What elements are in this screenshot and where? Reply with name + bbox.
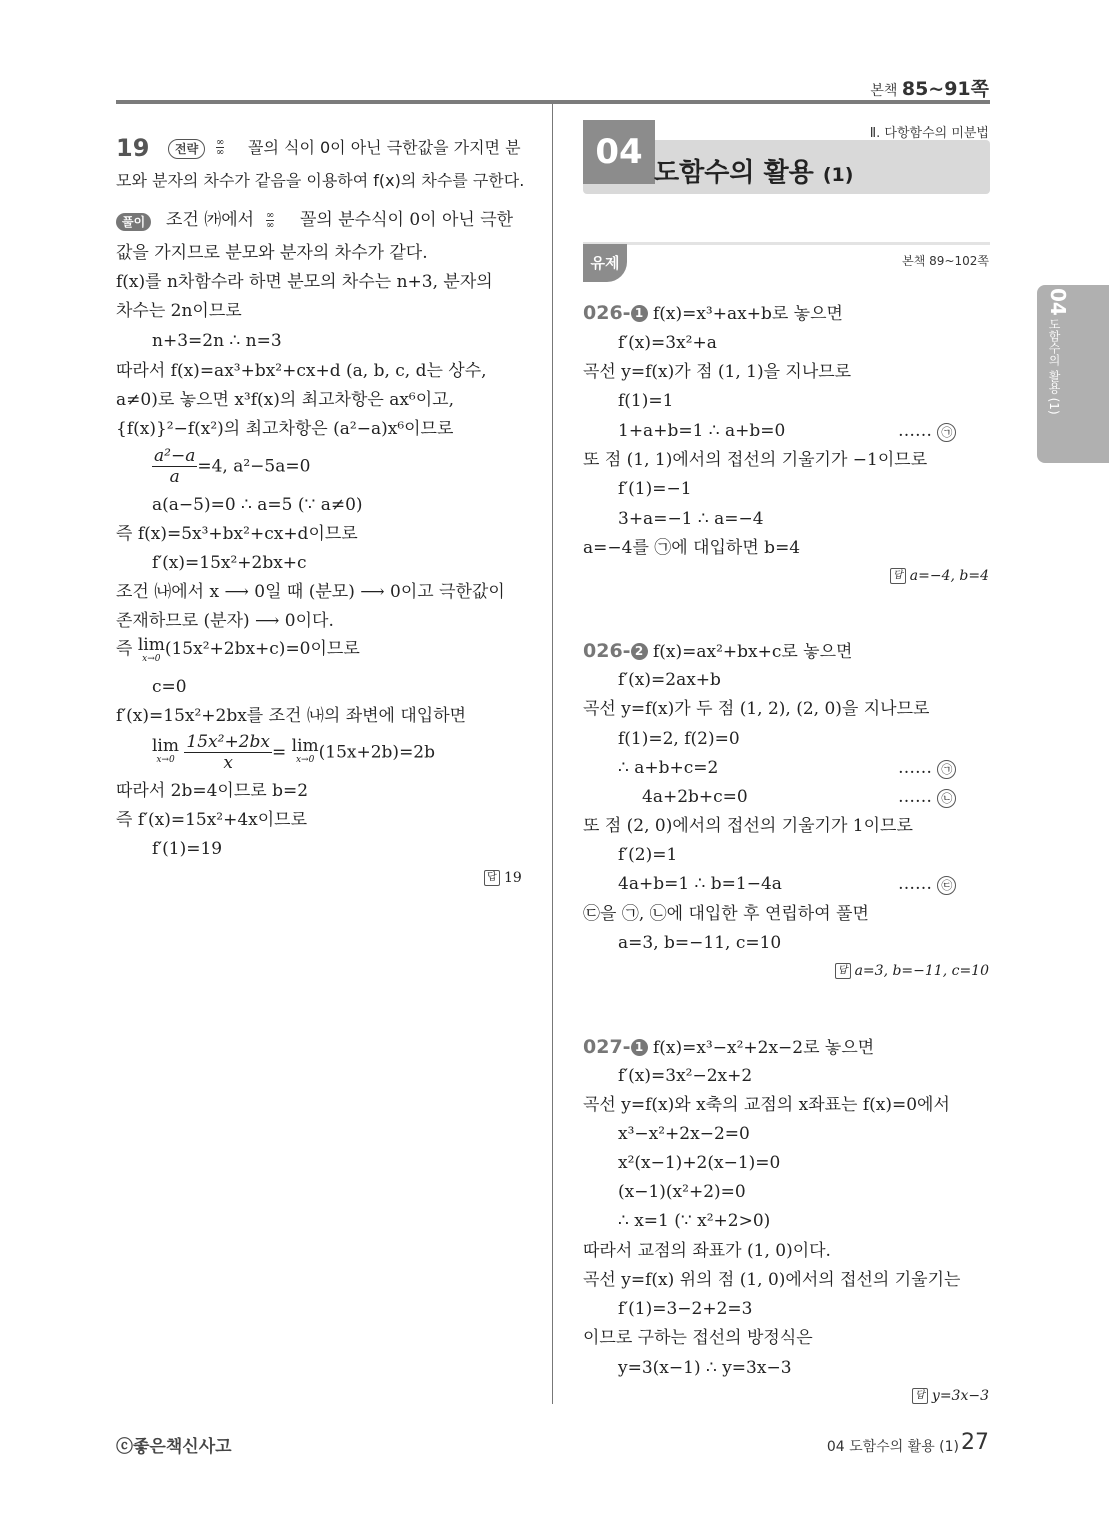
- strategy-line-2: 모와 분자의 차수가 같음을 이용하여 f(x)의 차수를 구한다.: [116, 171, 525, 190]
- mark-dots: ……: [898, 787, 932, 807]
- solution-frac-num: ∞: [266, 210, 275, 221]
- mark-circle: ㉡: [937, 789, 956, 808]
- mark-circle: ㉠: [937, 760, 956, 779]
- problem-027-1-first-line: [583, 1036, 874, 1059]
- strategy-frac-den: ∞: [216, 147, 225, 158]
- problem-027-1-line: ∴ x=1 (∵ x²+2>0): [618, 1211, 771, 1231]
- solution-line: 즉 f′(x)=15x²+4x이므로: [116, 810, 308, 830]
- lim-word: lim: [137, 635, 165, 655]
- solution-line: a(a−5)=0 ∴ a=5 (∵ a≠0): [152, 495, 363, 515]
- problem-026-1-line: 1+a+b=1 ∴ a+b=0: [618, 421, 786, 441]
- problem-026-1-number: 026- 1: [583, 302, 648, 324]
- problem-027-1-line: 따라서 교점의 좌표가 (1, 0)이다.: [583, 1241, 831, 1261]
- publisher-logo: ⓒ좋은책신사고: [116, 1437, 232, 1457]
- mark-dots: ……: [898, 421, 932, 441]
- strategy-frac-num: ∞: [216, 137, 225, 148]
- strategy-line-1: 꼴의 식이 0이 아닌 극한값을 가지면 분: [248, 138, 521, 157]
- answer-026-2: [835, 961, 989, 981]
- solution-line: {f(x)}²−f(x²)의 최고차항은 (a²−a)x⁶이므로: [116, 419, 454, 439]
- mark-ref: [898, 873, 956, 895]
- page-number: 27: [961, 1430, 989, 1455]
- yuje-bar: [583, 242, 990, 245]
- solution-line: 조건 ㈏에서 x ⟶ 0일 때 (분모) ⟶ 0이고 극한값이: [116, 582, 505, 602]
- problem-026-1-line: 또 점 (1, 1)에서의 접선의 기울기가 −1이므로: [583, 450, 928, 470]
- answer-value: 19: [504, 870, 522, 886]
- problem-026-2-line: 곡선 y=f(x)가 두 점 (1, 2), (2, 0)을 지나므로: [583, 699, 930, 719]
- problem-026-2-line: 4a+b=1 ∴ b=1−4a: [618, 874, 782, 894]
- problem-026-2-line: f′(2)=1: [618, 845, 678, 865]
- mark-ref: [898, 757, 956, 779]
- problem-027-1-circle: 1: [631, 1039, 648, 1056]
- page-reference-prefix: 본책: [870, 83, 898, 99]
- problem-026-1-line: f(x)=x³+ax+b로 놓으면: [652, 304, 843, 324]
- solution-line: f′(x)=15x²+2bx+c: [152, 553, 307, 573]
- problem-026-1-line: f′(1)=−1: [618, 479, 692, 499]
- problem-027-1-line: 곡선 y=f(x) 위의 점 (1, 0)에서의 접선의 기울기는: [583, 1270, 961, 1290]
- answer-icon: 답: [912, 1388, 928, 1404]
- problem-027-1-line: (x−1)(x²+2)=0: [618, 1182, 746, 1202]
- solution-line-1a: 조건 ㈎에서: [166, 210, 255, 230]
- page-reference: [870, 74, 989, 101]
- solution-frac: [266, 210, 274, 230]
- problem-026-2-number: 026- 2: [583, 640, 648, 662]
- lim-word: lim: [291, 735, 319, 756]
- solution-line: f(x)를 n차함수라 하면 분모의 차수는 n+3, 분자의: [116, 272, 493, 292]
- problem-026-2-circle: 2: [631, 643, 648, 660]
- lim-word: lim: [152, 735, 179, 756]
- lim-sub: x→0: [156, 754, 175, 765]
- header-rule: [116, 100, 990, 104]
- answer-027-1: [912, 1386, 989, 1406]
- problem-19-header: [116, 134, 149, 162]
- problem-number: 19: [116, 134, 150, 162]
- strategy-badge: 전략: [168, 139, 205, 159]
- lim-frac-numerator: 15x²+2bx: [186, 732, 270, 752]
- problem-026-2-line: ㉢을 ㉠, ㉡에 대입한 후 연립하여 풀면: [583, 904, 869, 924]
- lim-frac-denominator: x: [223, 753, 233, 773]
- solution-line: c=0: [152, 677, 187, 697]
- solution-frac-den: ∞: [266, 220, 275, 231]
- section-title-text: 도함수의 활용: [654, 158, 814, 188]
- solution-line: 따라서 2b=4이므로 b=2: [116, 781, 309, 801]
- mark-circle: ㉢: [937, 876, 956, 895]
- solution-line: 차수는 2n이므로: [116, 301, 242, 321]
- answer-icon: 답: [835, 963, 851, 979]
- section-title: [654, 152, 853, 189]
- problem-026-1-line: 3+a=−1 ∴ a=−4: [618, 509, 764, 529]
- column-divider: [552, 104, 553, 1404]
- problem-026-2-line: 또 점 (2, 0)에서의 접선의 기울기가 1이므로: [583, 816, 913, 836]
- solution-line: a≠0)로 놓으면 x³f(x)의 최고차항은 ax⁶이고,: [116, 390, 454, 410]
- solution-line: 값을 가지므로 분모와 분자의 차수가 같다.: [116, 243, 428, 263]
- problem-026-2-line: f′(x)=2ax+b: [618, 670, 721, 690]
- answer-icon: 답: [484, 870, 500, 886]
- frac-eq-rest: =4, a²−5a=0: [197, 456, 311, 477]
- problem-027-1-line: y=3(x−1) ∴ y=3x−3: [618, 1358, 792, 1378]
- answer-value: a=3, b=−11, c=10: [854, 963, 989, 979]
- solution-line: 따라서 f(x)=ax³+bx²+cx+d (a, b, c, d는 상수,: [116, 361, 487, 381]
- side-tab-number: 04: [1046, 288, 1070, 316]
- limit-prefix: 즉: [116, 639, 133, 659]
- solution-line: 즉 f(x)=5x³+bx²+cx+d이므로: [116, 524, 358, 544]
- lim-sub: x→0: [295, 754, 315, 765]
- problem-027-1-number: 027- 1: [583, 1036, 648, 1058]
- problem-026-1-line: a=−4를 ㉠에 대입하면 b=4: [583, 538, 801, 558]
- solution-line: f′(1)=19: [152, 839, 223, 859]
- answer-026-1: [890, 566, 989, 586]
- solution-badge: 풀이: [116, 213, 151, 231]
- solution-line-1b: 꼴의 분수식이 0이 아닌 극한: [300, 210, 514, 230]
- lim-sub: x→0: [142, 654, 161, 664]
- problem-027-1-line: f(x)=x³−x²+2x−2로 놓으면: [652, 1038, 875, 1058]
- problem-026-2-line: a=3, b=−11, c=10: [618, 933, 782, 953]
- limit-fraction-line: lim x→0 $\frac{\text{15x²+2bx}}{x}$ = lim x→0 (15x+2b)=2b: [152, 732, 436, 773]
- problem-026-1-circle: 1: [631, 305, 648, 322]
- fraction-equation: [152, 446, 310, 487]
- yuje-reference: 본책 89~102쪽: [902, 254, 989, 268]
- problem-026-1-first-line: [583, 302, 843, 325]
- section-number: 04: [583, 120, 655, 184]
- chapter-label: Ⅱ. 다항함수의 미분법: [869, 126, 989, 141]
- problem-026-1-line: 곡선 y=f(x)가 점 (1, 1)을 지나므로: [583, 362, 852, 382]
- problem-027-1-line: f′(1)=3−2+2=3: [618, 1299, 753, 1319]
- strategy-frac: [216, 137, 224, 157]
- footer-section: 04 도함수의 활용 (1): [826, 1439, 959, 1455]
- lim-frac-rest: (15x+2b)=2b: [318, 742, 436, 763]
- problem-027-1-line: x³−x²+2x−2=0: [618, 1124, 750, 1144]
- problem-026-1-line: f′(x)=3x²+a: [618, 333, 717, 353]
- page-reference-pages: 85~91쪽: [901, 78, 989, 100]
- answer-icon: 답: [890, 568, 906, 584]
- frac-eq-denominator: a: [169, 467, 180, 487]
- solution-line: f′(x)=15x²+2bx를 조건 ㈏의 좌변에 대입하면: [116, 706, 467, 726]
- problem-027-1-line: f′(x)=3x²−2x+2: [618, 1066, 753, 1086]
- section-title-suffix: (1): [822, 164, 854, 186]
- mark-circle: ㉠: [937, 423, 956, 442]
- answer-value: a=−4, b=4: [909, 568, 989, 584]
- problem-026-2-line: f(x)=ax²+bx+c로 놓으면: [652, 642, 853, 662]
- solution-line: 존재하므로 (분자) ⟶ 0이다.: [116, 611, 334, 631]
- yuje-badge: 유제: [583, 244, 627, 282]
- problem-026-1-line: f(1)=1: [618, 391, 674, 411]
- problem-026-2-first-line: [583, 640, 852, 663]
- problem-026-2-line: 4a+2b+c=0: [642, 787, 748, 807]
- answer-value: y=3x−3: [931, 1388, 989, 1404]
- mark-dots: ……: [898, 874, 932, 894]
- side-tab-label: 도함수의 활용 (1): [1047, 318, 1061, 415]
- problem-026-2-line: f(1)=2, f(2)=0: [618, 729, 740, 749]
- mark-ref: [898, 786, 956, 808]
- mark-dots: ……: [898, 758, 932, 778]
- problem-026-2-line: ∴ a+b+c=2: [618, 758, 719, 778]
- mark-ref: [898, 420, 956, 442]
- limit-rest: (15x²+2bx+c)=0이므로: [164, 639, 360, 659]
- answer-19: [484, 868, 522, 888]
- solution-badge-wrap: [116, 211, 151, 231]
- problem-027-1-line: 이므로 구하는 접선의 방정식은: [583, 1328, 813, 1348]
- strategy-badge-wrap: [168, 138, 205, 159]
- frac-eq-numerator: a²−a: [154, 446, 196, 466]
- limit-line: [116, 635, 360, 666]
- solution-line: n+3=2n ∴ n=3: [152, 331, 282, 351]
- problem-027-1-line: x²(x−1)+2(x−1)=0: [618, 1153, 781, 1173]
- problem-027-1-line: 곡선 y=f(x)와 x축의 교점의 x좌표는 f(x)=0에서: [583, 1095, 950, 1115]
